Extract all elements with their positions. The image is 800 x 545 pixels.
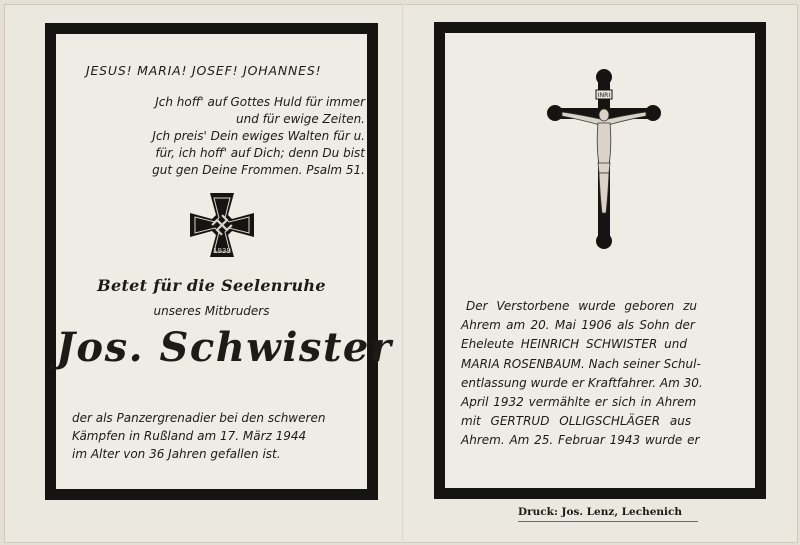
biography-line: Ahrem. Am 25. Februar 1943 wurde er (461, 433, 700, 447)
iron-cross-icon (188, 191, 256, 259)
biography-line: entlassung wurde er Kraftfahrer. Am 30. (461, 376, 703, 390)
deceased-name: Jos. Schwister (56, 324, 393, 371)
left-panel (45, 23, 393, 500)
prayer-subtitle: unseres Mitbruders (153, 304, 270, 318)
biography-line: April 1932 vermählte er sich in Ahrem (461, 395, 697, 409)
psalm-line: Jch hoff' auf Gottes Huld für immer (155, 95, 365, 109)
fold-crease (402, 4, 404, 541)
biography-line: mit GERTRUD OLLIGSCHLÄGER aus (461, 414, 692, 428)
psalm-line: und für ewige Zeiten. (235, 112, 365, 126)
crucifix-inscription: INRI (597, 92, 611, 99)
psalm-line: für, ich hoff' auf Dich; denn Du bist (155, 146, 365, 160)
psalm-line: gut gen Deine Frommen. Psalm 51. (152, 163, 365, 177)
crucifix-icon (544, 65, 664, 255)
biography-line: Der Verstorbene wurde geboren zu (466, 299, 697, 313)
death-line: Kämpfen in Rußland am 17. März 1944 (72, 429, 307, 443)
printer-imprint: Druck: Jos. Lenz, Lechenich (518, 506, 683, 518)
imprint-underline (518, 521, 698, 522)
right-panel (434, 22, 766, 499)
prayer-title: Betet für die Seelenruhe (97, 276, 326, 295)
cross-year: 1939 (213, 247, 231, 255)
psalm-line: Jch preis' Dein ewiges Walten für u. (152, 129, 365, 143)
death-line: im Alter von 36 Jahren gefallen ist. (72, 447, 281, 461)
biography-line: Ahrem am 20. Mai 1906 als Sohn der (461, 318, 695, 332)
death-line: der als Panzergrenadier bei den schweren (72, 411, 326, 425)
invocation-heading: JESUS! MARIA! JOSEF! JOHANNES! (86, 63, 322, 78)
biography-line: Eheleute HEINRICH SCHWISTER und (461, 337, 687, 351)
biography-line: MARIA ROSENBAUM. Nach seiner Schul- (461, 357, 701, 371)
